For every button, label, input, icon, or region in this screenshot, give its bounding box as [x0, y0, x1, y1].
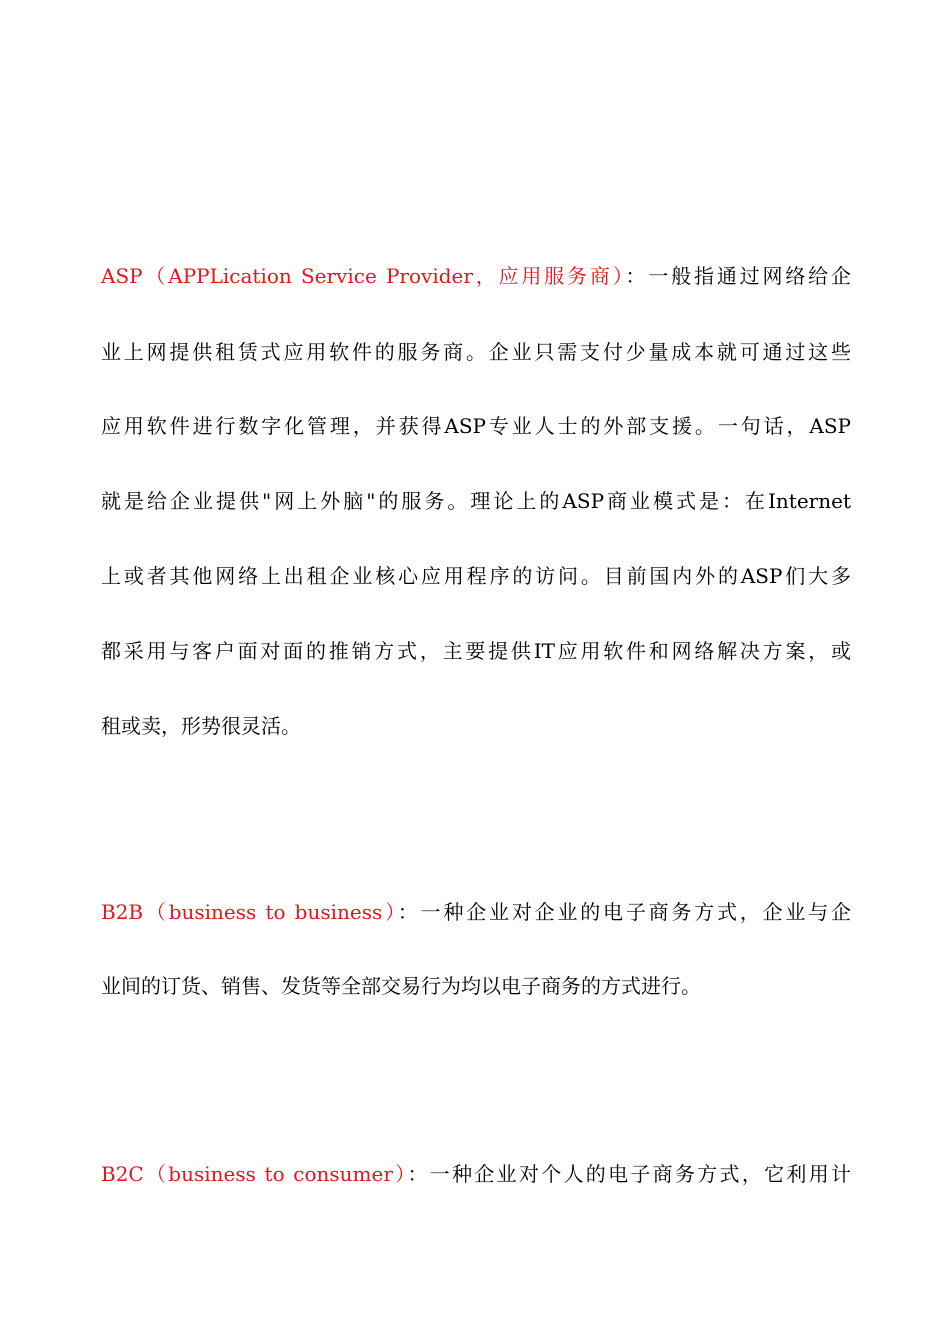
asp-definition-line-6: 都采用与客户面对面的推销方式，主要提供IT应用软件和网络解决方案，或 [101, 639, 851, 663]
asp-term: ASP（APPLication Service Provider，应用服务商） [101, 264, 626, 288]
b2c-term: B2C（business to consumer） [101, 1162, 408, 1186]
asp-definition-line-3: 应用软件进行数字化管理，并获得ASP专业人士的外部支援。一句话，ASP [101, 414, 851, 438]
b2b-text-1: ：一种企业对企业的电子商务方式，企业与企 [397, 900, 851, 924]
asp-definition-line-2: 业上网提供租赁式应用软件的服务商。企业只需支付少量成本就可通过这些 [101, 340, 851, 364]
asp-definition-line-7: 租或卖，形势很灵活。 [101, 714, 301, 738]
asp-definition-line-5: 上或者其他网络上出租企业核心应用程序的访问。目前国内外的ASP们大多 [101, 564, 851, 588]
b2b-term: B2B（business to business） [101, 900, 398, 924]
b2c-text-1: ：一种企业对个人的电子商务方式，它利用计 [407, 1162, 851, 1186]
asp-text-1: ：一般指通过网络给企 [625, 264, 851, 288]
b2b-definition-line-2: 业间的订货、销售、发货等全部交易行为均以电子商务的方式进行。 [101, 974, 701, 998]
b2c-definition-line-1 [101, 1160, 851, 1188]
asp-definition-line-1 [101, 262, 851, 290]
asp-definition-line-4: 就是给企业提供"网上外脑"的服务。理论上的ASP商业模式是：在Internet [101, 489, 851, 513]
b2b-definition-line-1 [101, 898, 851, 926]
